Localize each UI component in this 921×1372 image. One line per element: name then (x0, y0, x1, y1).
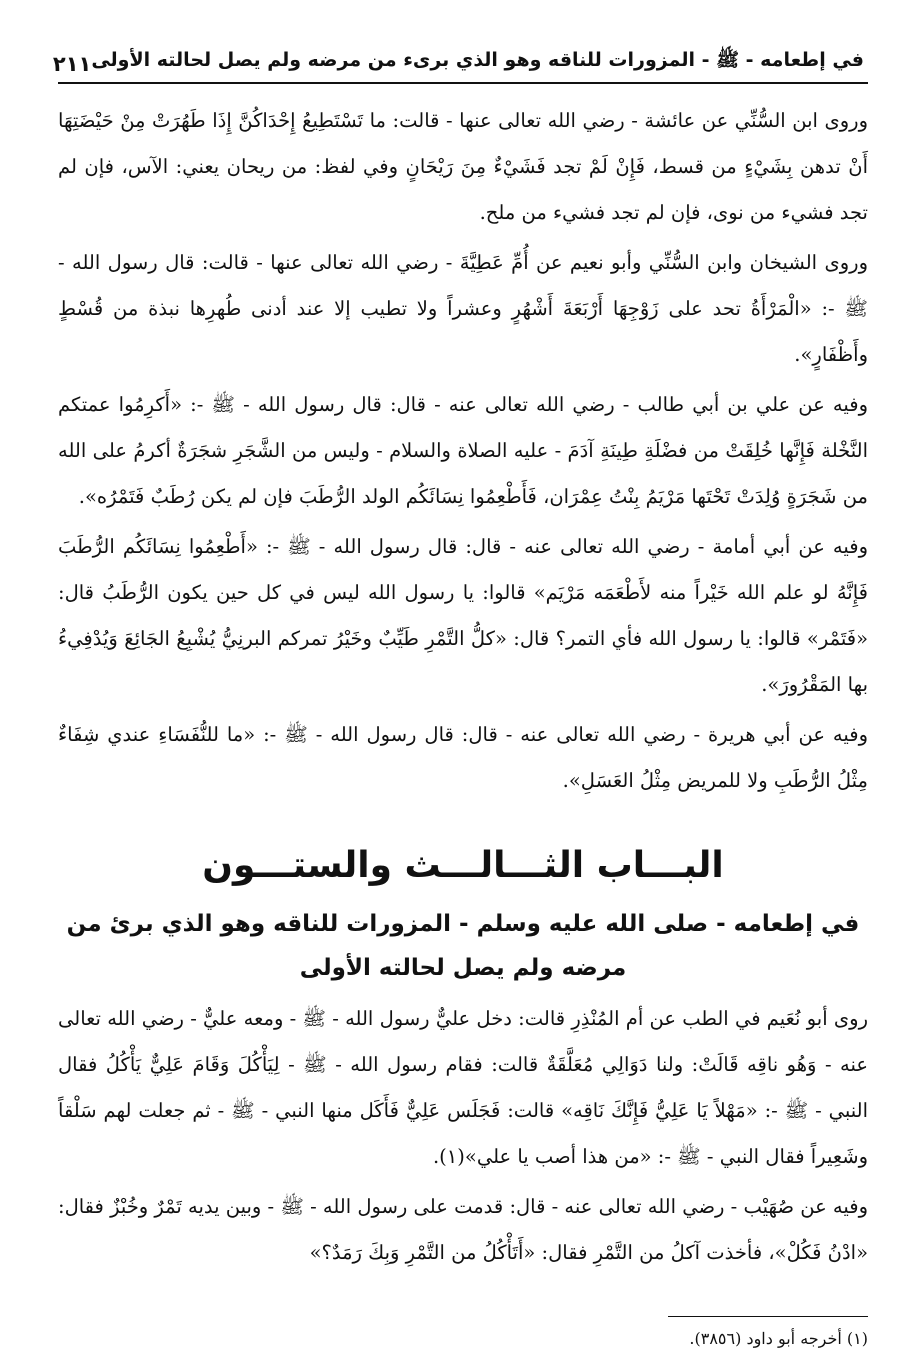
paragraph-umm-mundhir: روى أبو نُعَيم في الطب عن أم المُنْذِرِ قالت: دخل عليٌّ رسول الله - ﷺ - ومعه عليٌّ - رضي الله تعالى عنه - وَهُو ناقِه قَالَتْ: ولنا دَوَالِي مُعَلَّقَةٌ قالت: فقام رسول الله - ﷺ - لِيَأْكُلَ وَقَامَ عَلِيٌّ يَأْكُلُ فقال النبي - ﷺ -: «مَهْلاً يَا عَلِيُّ فَإِنَّكَ نَاقِه» قالت: فَجَلَس عَلِيٌّ فَأَكَل منها النبي - ﷺ - ثم جعلت لهم سَلْقاً وشَعِيراً فقال النبي - ﷺ -: «من هذا أصب يا علي»(١). (58, 1007, 868, 1168)
running-title: في إطعامه - ﷺ - المزورات للناقه وهو الذي برىء من مرضه ولم يصل لحالته الأولى (91, 49, 864, 71)
paragraph-ibn-sunni-aisha: وروى ابن السُّنِّي عن عائشة - رضي الله تعالى عنها - قالت: ما تَسْتَطِيعُ إِحْدَاكُنَّ إِذَا طَهُرَتْ مِنْ حَيْضَتِهَا أَنْ تدهن بِشَيْءٍ من قسط، فَإِنْ لَمْ تجد فَشَيْءٌ مِنَ رَيْحَانٍ وفي لفظ: من ريحان يعني: الآس، فإن لم تجد فشيء من نوى، فإن لم تجد فشيء من ملح. (58, 109, 868, 224)
paragraph-abu-umama: وفيه عن أبي أمامة - رضي الله تعالى عنه - قال: قال رسول الله - ﷺ -: «أَطْعِمُوا نِسَائَكُم الرُّطَبَ فَإِنَّهُ لو علم الله خَيْراً منه لأَطْعَمَه مَرْيَم» قالوا: يا رسول الله ليس في كل حين يكون الرُّطَبُ قال: «فَتَمْر» قالوا: يا رسول الله فأي التمر؟ قال: «كلُّ التَّمْرِ طَيِّبٌ وخَيْرُ تمركم البرنِيُّ يُشْبِعُ الجَائِعَ وَيُدْفِيءُ بها المَقْرُورَ». (58, 535, 868, 696)
paragraph-abu-hurayra: وفيه عن أبي هريرة - رضي الله تعالى عنه - قال: قال رسول الله - ﷺ -: «ما للنُّفَسَاءِ عندي شِفَاءٌ مِثْلُ الرُّطَبِ ولا للمريض مِثْلُ العَسَلِ». (58, 723, 868, 792)
body-text (58, 98, 868, 1353)
chapter-subtitle: في إطعامه - صلى الله عليه وسلم - المزورات للناقه وهو الذي برئ من مرضه ولم يصل لحالته الأولى (66, 911, 860, 981)
footnote-divider (668, 1316, 868, 1317)
chapter-title: البـــاب الثـــالـــث والستـــون (202, 845, 724, 886)
running-header (52, 36, 868, 84)
paragraph-umm-atiyya: وروى الشيخان وابن السُّنِّي وأبو نعيم عن أُمِّ عَطِيَّةَ - رضي الله تعالى عنها - قالت: قال رسول الله - ﷺ -: «الْمَرْأَةُ تحد على زَوْجِهَا أَرْبَعَةَ أَشْهُرٍ وعشراً ولا تطيب إلا عند أدنى طُهرِها نبذة من قُسْطٍ وأَظْفَارٍ». (58, 251, 868, 366)
footnote: (١) أخرجه أبو داود (٣٨٥٦). (689, 1329, 868, 1348)
paragraph-ali-palm: وفيه عن علي بن أبي طالب - رضي الله تعالى عنه - قال: قال رسول الله - ﷺ -: «أَكرِمُوا عمتكم النَّخْلة فَإِنَّها خُلِقَتْ من فضْلَةِ طِينَةِ آدَمَ - عليه الصلاة والسلام - وليس من الشَّجَرِ شجَرَةٌ أكرمُ على الله من شَجَرَةٍ وُلِدَتْ تَحْتَها مَرْيَمُ بِنْتُ عِمْرَان، فَأَطْعِمُوا نِسَائَكُم الولد الرُّطَبَ فإن لم يكن رُطَبٌ فَتَمْرُه». (58, 393, 868, 508)
paragraph-suhayb: وفيه عن صُهَيْب - رضي الله تعالى عنه - قال: قدمت على رسول الله - ﷺ - وبين يديه تَمْرٌ وخُبْزٌ فقال: «ادْنُ فَكُلْ»، فأخذت آكلُ من التَّمْرِ فقال: «أَتَأْكُلُ من التَّمْرِ وَبِكَ رَمَدٌ؟» (58, 1195, 868, 1264)
book-page (52, 36, 868, 1356)
page-number: ٢١١ (52, 52, 92, 76)
